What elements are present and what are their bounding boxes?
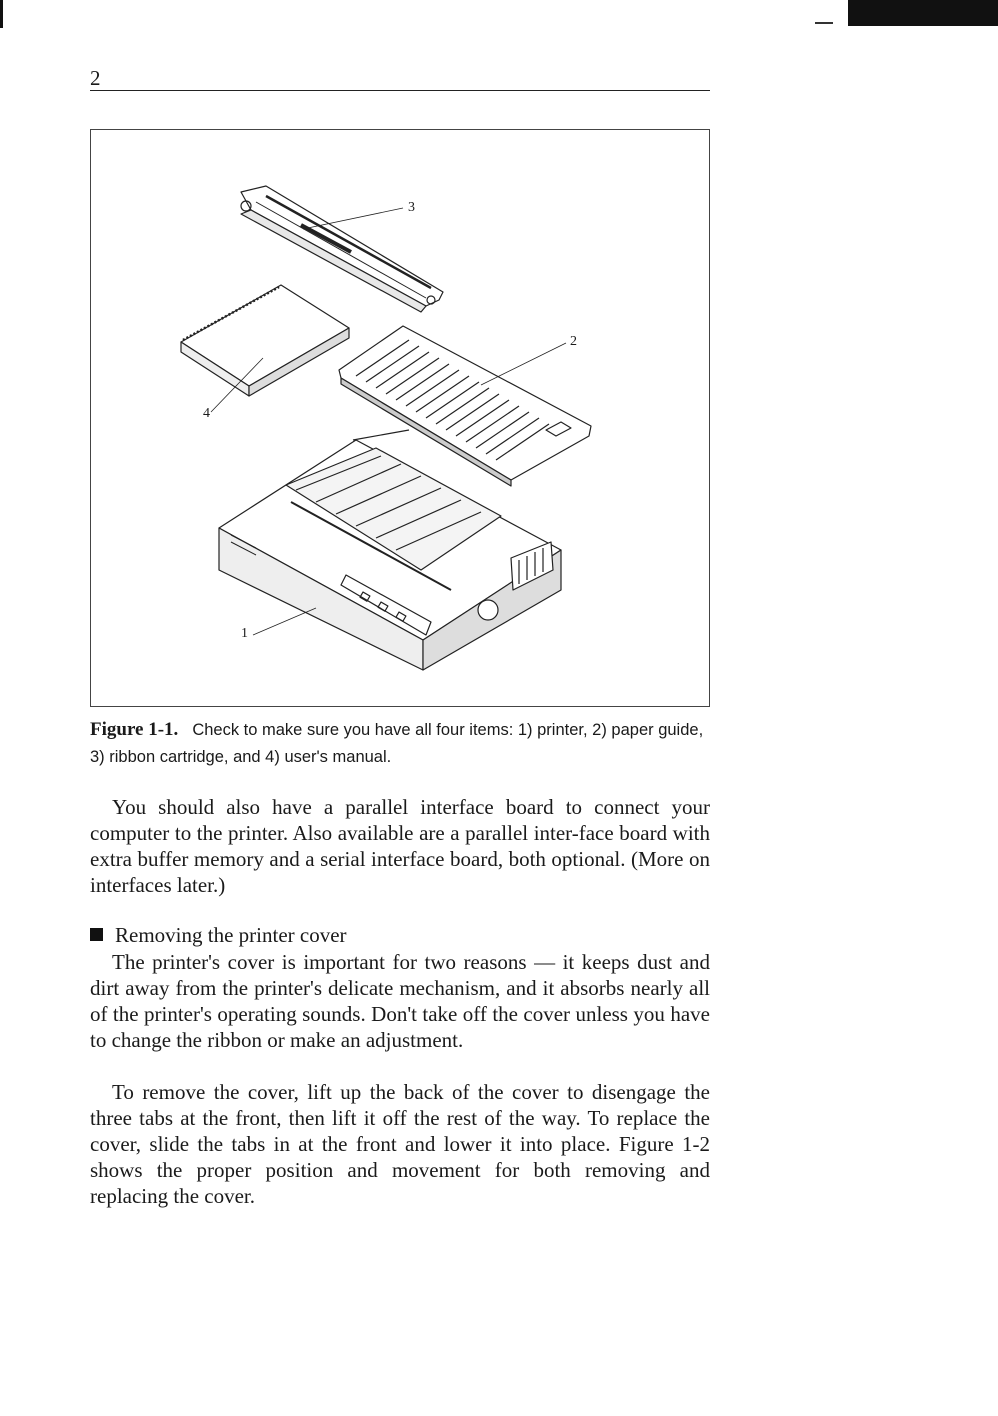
caption-text: Check to make sure you have all four items: 1) printer, 2) paper guide, 3) ribbon cartridge, and 4) user's manual. <box>90 721 704 766</box>
callout-3: 3 <box>408 200 415 215</box>
figure-caption <box>90 716 714 770</box>
figure-frame <box>90 129 710 707</box>
callout-4: 4 <box>203 406 210 421</box>
printer-illustration <box>91 130 709 706</box>
users-manual-drawing <box>181 285 349 396</box>
section-heading <box>90 922 347 948</box>
scan-edge-mark <box>0 0 3 28</box>
header-rule <box>90 90 710 91</box>
scan-corner-dash <box>815 22 833 24</box>
caption-label: Figure 1-1. <box>90 719 179 740</box>
paragraph-cover-importance: The printer's cover is important for two reasons — it keeps dust and dirt away from the printer's delicate mechanism, and it absorbs nearly all of the printer's operating sounds. Don't take off the cover unless you have to change the ribbon or make an adjustment. <box>90 950 710 1052</box>
page-number: 2 <box>90 66 101 90</box>
scan-corner-bar <box>848 0 998 26</box>
paragraph-interface-boards: You should also have a parallel interface board to connect your computer to the printer. Also available are a parallel inter-face board with extra buffer memory and a serial interface board, both optional. (More on interfaces later.) <box>90 795 710 897</box>
square-bullet-icon <box>90 928 103 941</box>
leader-line-2 <box>481 343 566 385</box>
section-heading-text: Removing the printer cover <box>115 923 347 947</box>
paragraph-cover-removal: To remove the cover, lift up the back of the cover to disengage the three tabs at the front, then lift it off the rest of the way. To replace the cover, slide the tabs in at the front and lower it into place. Figure 1-2 shows the proper position and movement for both removing and replacing the cover. <box>90 1080 710 1208</box>
leader-line-1 <box>253 608 316 635</box>
callout-2: 2 <box>570 334 577 349</box>
callout-1: 1 <box>241 626 248 641</box>
